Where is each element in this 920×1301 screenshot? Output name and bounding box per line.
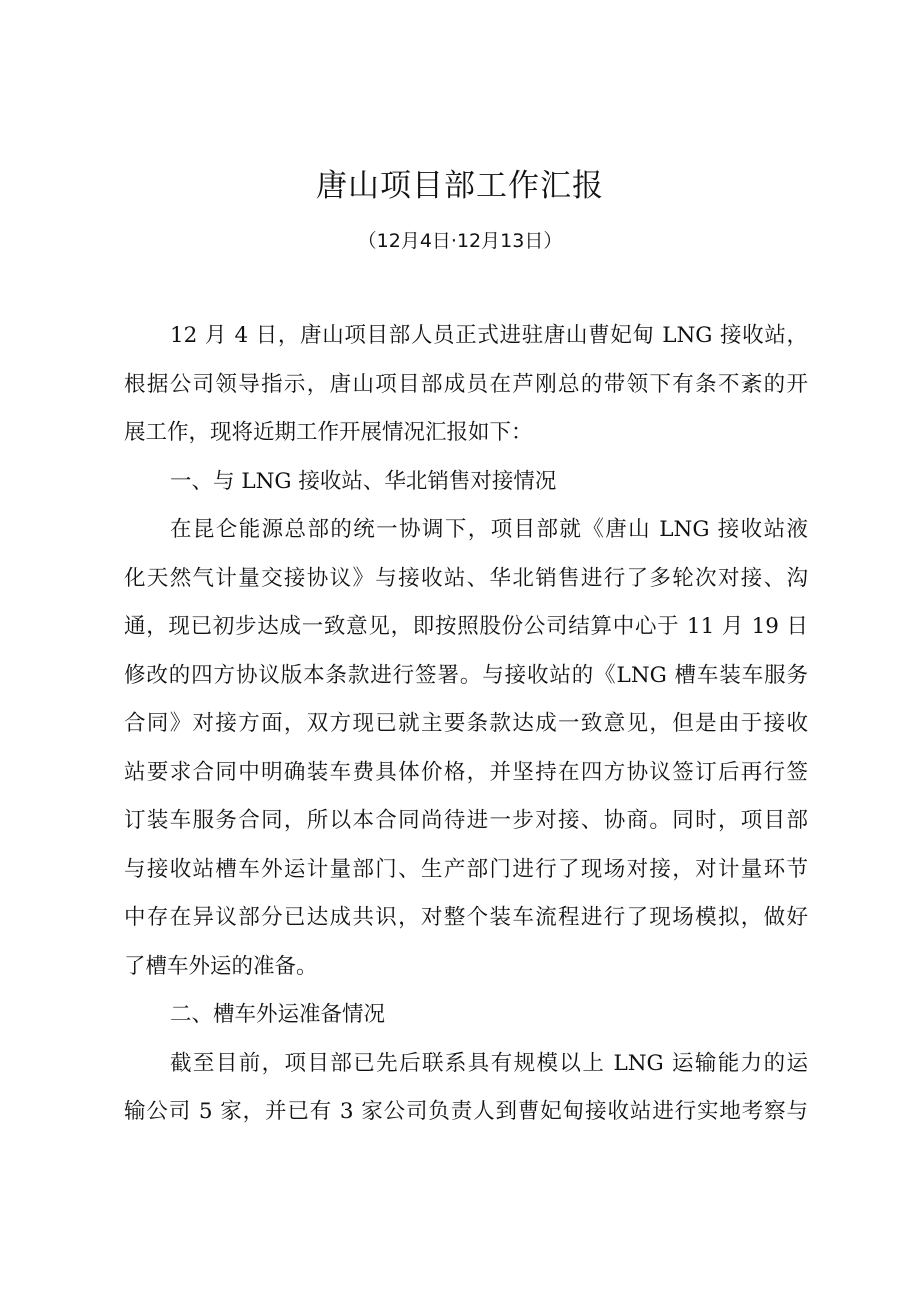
body-line: 修改的四方协议版本条款进行签署。与接收站的《LNG 槽车装车服务 [124, 662, 808, 688]
section-heading-2: 二、槽车外运准备情况 [170, 1002, 386, 1027]
body-line: 站要求合同中明确装车费具体价格，并坚持在四方协议签订后再行签 [124, 759, 808, 785]
body-line: 订装车服务合同，所以本合同尚待进一步对接、协商。同时，项目部 [124, 808, 808, 833]
body-line: 通，现已初步达成一致意见，即按照股份公司结算中心于 11 月 19 日 [124, 614, 808, 639]
document-body [124, 312, 808, 1137]
body-line: 中存在异议部分已达成共识，对整个装车流程进行了现场模拟，做好 [124, 905, 808, 930]
body-line: 在昆仑能源总部的统一协调下，项目部就《唐山 LNG 接收站液 [170, 517, 808, 542]
section-heading-1: 一、与 LNG 接收站、华北销售对接情况 [170, 468, 557, 494]
body-line: 与接收站槽车外运计量部门、生产部门进行了现场对接，对计量环节 [124, 856, 808, 882]
body-line: 输公司 5 家，并已有 3 家公司负责人到曹妃甸接收站进行实地考察与 [124, 1099, 808, 1124]
document-date-range: （12月4日·12月13日） [357, 230, 563, 252]
document-title: 唐山项目部工作汇报 [316, 168, 604, 204]
body-line: 合同》对接方面，双方现已就主要条款达成一致意见，但是由于接收 [124, 711, 808, 736]
body-line: 展工作，现将近期工作开展情况汇报如下： [124, 420, 533, 445]
body-line: 截至目前，项目部已先后联系具有规模以上 LNG 运输能力的运 [170, 1050, 808, 1076]
body-line: 12 月 4 日，唐山项目部人员正式进驻唐山曹妃甸 LNG 接收站， [170, 323, 808, 348]
body-line: 了槽车外运的准备。 [124, 953, 318, 979]
body-line: 根据公司领导指示，唐山项目部成员在芦刚总的带领下有条不紊的开 [124, 371, 808, 397]
body-line: 化天然气计量交接协议》与接收站、华北销售进行了多轮次对接、沟 [124, 565, 808, 591]
